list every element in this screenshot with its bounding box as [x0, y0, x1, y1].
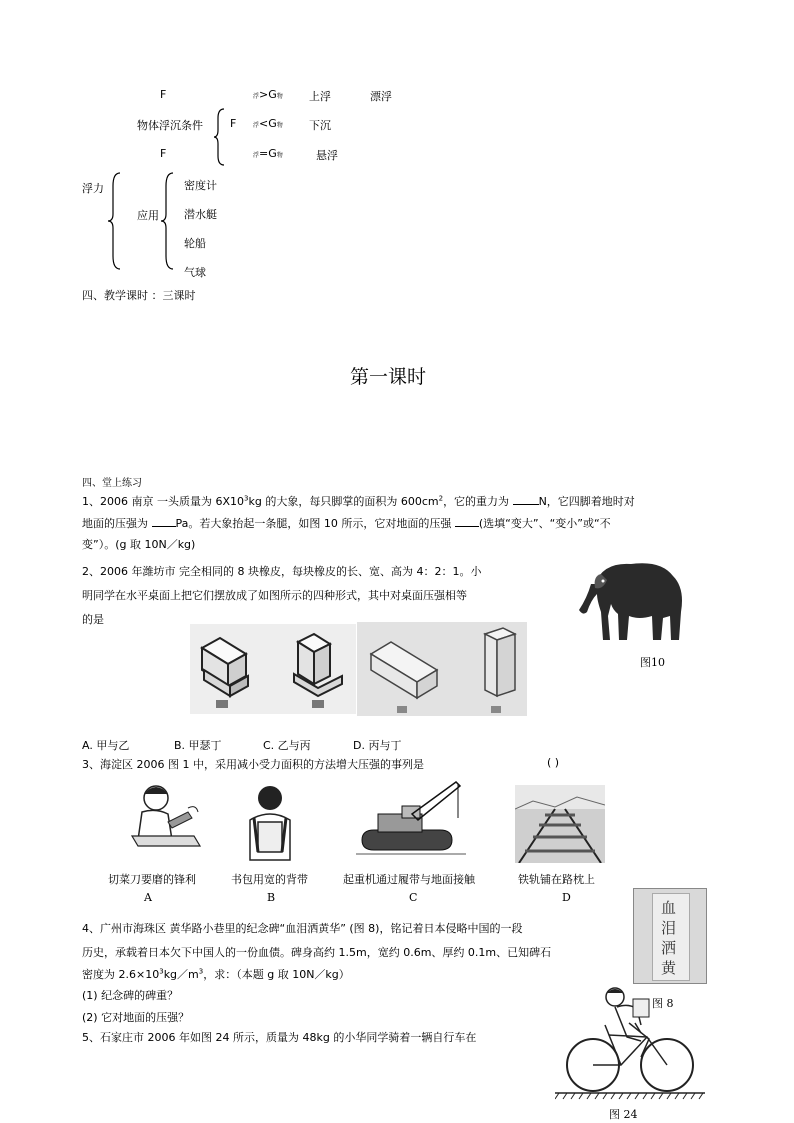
condition-1: 浮>G物 [253, 88, 283, 101]
state-1: 上浮 [309, 90, 331, 103]
option-b[interactable]: B. 甲瑟丁 [174, 739, 222, 752]
option-d[interactable]: D. 丙与丁 [353, 739, 402, 752]
q3-line1: 3、海淀区 2006 图 1 中，采用减小受力面积的方法增大压强的事列是 [82, 758, 424, 771]
letter-a: A [144, 891, 152, 904]
lesson-title: 第一课时 [350, 366, 427, 388]
answer-blank[interactable] [152, 516, 176, 527]
buoyancy-label: 浮力 [82, 182, 104, 195]
brace-applications [160, 172, 174, 270]
state-2: 下沉 [309, 119, 331, 132]
rail-figure [515, 785, 605, 863]
caption-d: 铁轨铺在路枕上 [518, 873, 595, 886]
answer-blank[interactable] [513, 494, 539, 505]
q4-sub2: (2) 它对地面的压强？ [82, 1011, 190, 1024]
brace-conditions [213, 108, 225, 166]
q4-line3: 密度为 $2.6\times 10^3kg/m^3$，求：（本题 g 取 10N／kg） [82, 967, 350, 981]
force-label-1: F [160, 88, 167, 101]
letter-d: D [562, 891, 571, 904]
app-item-1: 密度计 [184, 179, 217, 192]
section-heading: 四、堂上练习 [82, 478, 142, 489]
q2-line2: 明同学在水平桌面上把它们摆放成了如图所示的四种形式，其中对桌面压强相等 [82, 589, 467, 602]
elephant-figure [573, 554, 691, 646]
q4-line1: 4、广州市海珠区 黄华路小巷里的纪念碑“血泪洒黄华” (图 8)，铭记着日本侵略中国的一段 [82, 922, 523, 935]
q1-line2: 地面的压强为 Pa。若大象抬起一条腿，如图 10 所示，它对地面的压强 (选填“变大”、“变小”或“不 [82, 517, 611, 530]
answer-blank[interactable] [455, 516, 479, 527]
crane-figure [352, 778, 470, 868]
option-c[interactable]: C. 乙与丙 [263, 739, 311, 752]
app-item-4: 气球 [184, 266, 206, 279]
fig24-caption: 图 24 [609, 1108, 638, 1121]
brace-buoyancy [107, 172, 121, 270]
q1-line1: 1、2006 南京 一头质量为 $6X10^3kg$ 的大象，每只脚掌的面积为 $600cm^2$，它的重力为 N，它四脚着地时对 [82, 494, 635, 508]
stone-char: 血 [661, 899, 677, 917]
state-1b: 漂浮 [370, 90, 392, 103]
condition-2: 浮<G物 [253, 117, 283, 130]
stone-char: 洒 [661, 939, 677, 957]
q4-line2: 历史，承载着日本欠下中国人的一份血债。碑身高约 1.5m，宽约 0.6m、厚约 0.1m、已知碑石 [82, 946, 552, 959]
teaching-hours: 四、教学课时 ：三课时 [82, 289, 196, 302]
app-item-3: 轮船 [184, 237, 206, 250]
condition-title: 物体浮沉条件 [137, 119, 203, 132]
q2-line3: 的是 [82, 613, 104, 626]
knife-figure [108, 778, 208, 868]
q4-sub1: (1) 纪念碑的碑重？ [82, 989, 179, 1002]
stone-char: 泪 [661, 919, 677, 937]
condition-3: 浮=G物 [253, 147, 283, 160]
letter-c: C [409, 891, 418, 904]
app-item-2: 潜水艇 [184, 208, 217, 221]
letter-b: B [267, 891, 276, 904]
stone-char: 黄 [661, 959, 677, 977]
state-3: 悬浮 [316, 149, 338, 162]
caption-a: 切菜刀要磨的锋利 [108, 873, 196, 886]
application-label: 应用 [137, 209, 159, 222]
q2-line1: 2、2006 年潍坊市 完全相同的 8 块橡皮，每块橡皮的长、宽、高为 4：2：1。小 [82, 565, 482, 578]
blocks-photo-left [190, 624, 356, 714]
q1-line3: 变”）。(g 取 10N／kg) [82, 538, 196, 551]
force-label-3: F [160, 147, 167, 160]
backpack-figure [240, 782, 300, 864]
bicycle-figure [555, 985, 705, 1105]
answer-paren[interactable]: ( ) [547, 756, 560, 769]
blocks-photo-right [357, 622, 527, 716]
q5-line1: 5、石家庄市 2006 年如图 24 所示，质量为 48kg 的小华同学骑着一辆自行车在 [82, 1031, 477, 1044]
option-a[interactable]: A. 甲与乙 [82, 739, 130, 752]
caption-c: 起重机通过履带与地面接触 [343, 873, 475, 886]
caption-b: 书包用宽的背带 [231, 873, 308, 886]
force-label-2: F [230, 117, 237, 130]
fig10-caption: 图10 [640, 656, 665, 669]
fig8-caption: 图 8 [652, 997, 674, 1010]
monument-figure [633, 888, 707, 984]
